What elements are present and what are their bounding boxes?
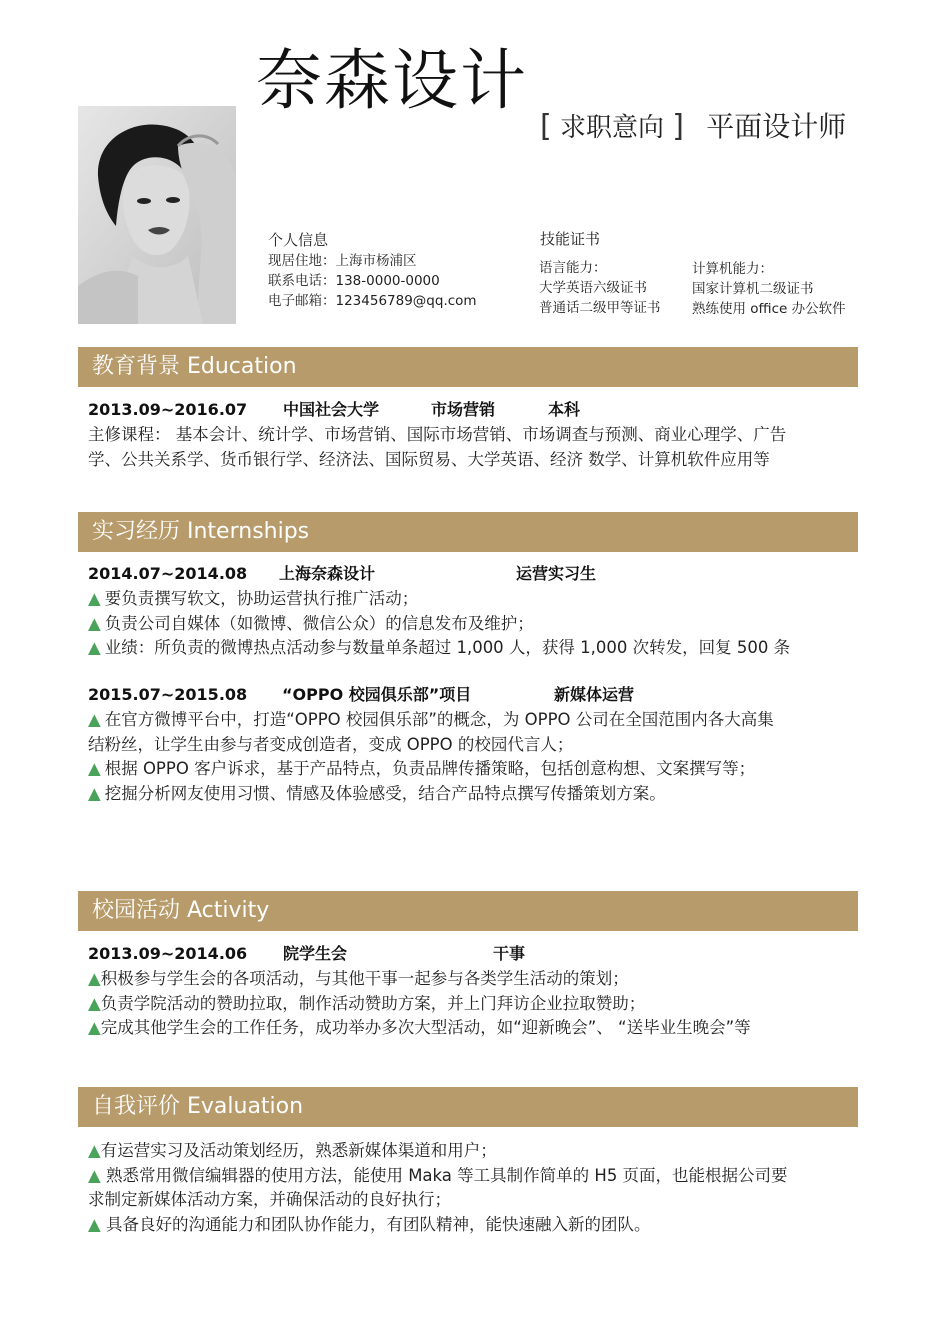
courses-line-2: 学、公共关系学、货币银行学、经济法、国际贸易、大学英语、经济 数学、计算机软件应用等 <box>88 449 770 469</box>
job-intent <box>540 109 847 144</box>
section-bar-evaluation: 自我评价 Evaluation <box>78 1087 858 1127</box>
internship2-date: 2015.07~2015.08 <box>88 685 248 704</box>
item-text: 熟悉常用微信编辑器的使用方法，能使用 Maka 等工具制作简单的 H5 页面，也能根据公司要 <box>100 1165 788 1185</box>
internship1-row <box>88 563 848 585</box>
language-cert-1: 大学英语六级证书 <box>539 280 647 296</box>
list-item <box>88 967 848 992</box>
list-item <box>88 587 848 612</box>
bullet-icon: ▲ <box>88 613 101 633</box>
bullet-icon: ▲ <box>88 993 101 1013</box>
internship1-company: 上海奈森设计 <box>279 564 376 583</box>
activity-date: 2013.09~2014.06 <box>88 944 248 963</box>
item-text: 有运营实习及活动策划经历，熟悉新媒体渠道和用户； <box>100 1141 497 1160</box>
internship1-date: 2014.07~2014.08 <box>88 564 248 583</box>
list-item <box>88 636 848 661</box>
intent-value: 平面设计师 <box>706 110 847 143</box>
internship1-list <box>88 587 848 661</box>
list-item <box>88 757 848 782</box>
profile-photo <box>78 106 236 324</box>
education-row <box>88 399 848 421</box>
education-date: 2013.09~2016.07 <box>88 400 248 419</box>
intent-label: 求职意向 <box>559 113 664 143</box>
activity-row <box>88 943 848 965</box>
section-bar-education: 教育背景 Education <box>78 347 858 387</box>
bullet-icon: ▲ <box>88 589 101 608</box>
internship2-company: “OPPO 校园俱乐部”项目 <box>282 685 472 704</box>
address-line: 现居住地：上海市杨浦区 <box>268 253 417 269</box>
personal-info-title: 个人信息 <box>268 231 329 249</box>
list-item-continued: 求制定新媒体活动方案，并确保活动的良好执行； <box>88 1190 451 1209</box>
bullet-icon: ▲ <box>88 969 101 988</box>
list-item-continued: 结粉丝，让学生由参与者变成创造者，变成 OPPO 的校园代言人； <box>88 734 574 754</box>
list-item <box>88 1164 848 1189</box>
section-bar-internships: 实习经历 Internships <box>78 512 858 552</box>
intent-open-bracket: [ <box>540 109 552 144</box>
list-item <box>88 1016 848 1041</box>
bullet-icon: ▲ <box>88 710 101 729</box>
item-text: 要负责撰写软文，协助运营执行推广活动； <box>104 589 419 608</box>
list-item <box>88 992 848 1017</box>
email-line: 电子邮箱：123456789@qq.com <box>268 293 477 309</box>
list-item <box>88 782 848 807</box>
phone-line: 联系电话：138-0000-0000 <box>268 273 440 289</box>
evaluation-list <box>88 1139 848 1237</box>
bullet-icon: ▲ <box>88 638 101 657</box>
bullet-icon: ▲ <box>88 1018 101 1037</box>
list-item <box>88 1213 848 1238</box>
item-text: 负责学院活动的赞助拉取，制作活动赞助方案，并上门拜访企业拉取赞助； <box>100 993 646 1013</box>
skills-computer <box>692 259 846 319</box>
skills-title: 技能证书 <box>540 230 601 248</box>
item-text: 挖掘分析网友使用习惯、情感及体验感受，结合产品特点撰写传播策划方案。 <box>104 783 666 803</box>
item-text: 完成其他学生会的工作任务，成功举办多次大型活动，如“迎新晚会”、 “送毕业生晚会”等 <box>100 1018 751 1037</box>
list-item <box>88 1139 848 1164</box>
internship2-row <box>88 684 848 706</box>
education-school: 中国社会大学 <box>283 400 380 419</box>
language-label: 语言能力： <box>539 260 607 276</box>
list-item <box>88 612 848 637</box>
bullet-icon: ▲ <box>88 1141 101 1160</box>
section-bar-activity: 校园活动 Activity <box>78 891 858 931</box>
computer-label: 计算机能力： <box>692 261 773 277</box>
list-item <box>88 708 848 733</box>
item-text: 根据 OPPO 客户诉求，基于产品特点，负责品牌传播策略，包括创意构想、文案撰写等； <box>104 759 756 778</box>
internship1-role: 运营实习生 <box>516 564 597 583</box>
item-text: 在官方微博平台中，打造“OPPO 校园俱乐部”的概念，为 OPPO 公司在全国范围内各大高集 <box>104 710 774 729</box>
item-text: 积极参与学生会的各项活动，与其他干事一起参与各类学生活动的策划； <box>100 969 629 988</box>
internship2-role: 新媒体运营 <box>554 685 635 704</box>
education-courses <box>88 423 848 472</box>
skills-language <box>539 258 661 318</box>
candidate-name: 奈森设计 <box>256 42 528 119</box>
activity-role: 干事 <box>493 944 526 963</box>
bullet-icon: ▲ <box>88 1165 101 1185</box>
intent-close-bracket: ] <box>672 109 684 144</box>
internship2-list <box>88 708 848 806</box>
computer-cert-2: 熟练使用 office 办公软件 <box>692 301 846 317</box>
item-text: 具备良好的沟通能力和团队协作能力，有团队精神，能快速融入新的团队。 <box>100 1214 651 1234</box>
item-text: 业绩：所负责的微博热点活动参与数量单条超过 1,000 人，获得 1,000 次转发，回复 500 条 <box>104 638 791 657</box>
item-text: 负责公司自媒体（如微博、微信公众）的信息发布及维护； <box>104 613 534 633</box>
bullet-icon: ▲ <box>88 1214 101 1234</box>
language-cert-2: 普通话二级甲等证书 <box>539 300 661 316</box>
bullet-icon: ▲ <box>88 759 101 778</box>
activity-list <box>88 967 848 1041</box>
education-degree: 本科 <box>548 400 581 419</box>
education-major: 市场营销 <box>431 400 496 419</box>
activity-org: 院学生会 <box>283 944 348 963</box>
courses-line-1: 主修课程： 基本会计、统计学、市场营销、国际市场营销、市场调查与预测、商业心理学、广告 <box>88 425 787 444</box>
bullet-icon: ▲ <box>88 783 101 803</box>
computer-cert-1: 国家计算机二级证书 <box>692 281 814 297</box>
personal-info-list <box>268 251 477 311</box>
